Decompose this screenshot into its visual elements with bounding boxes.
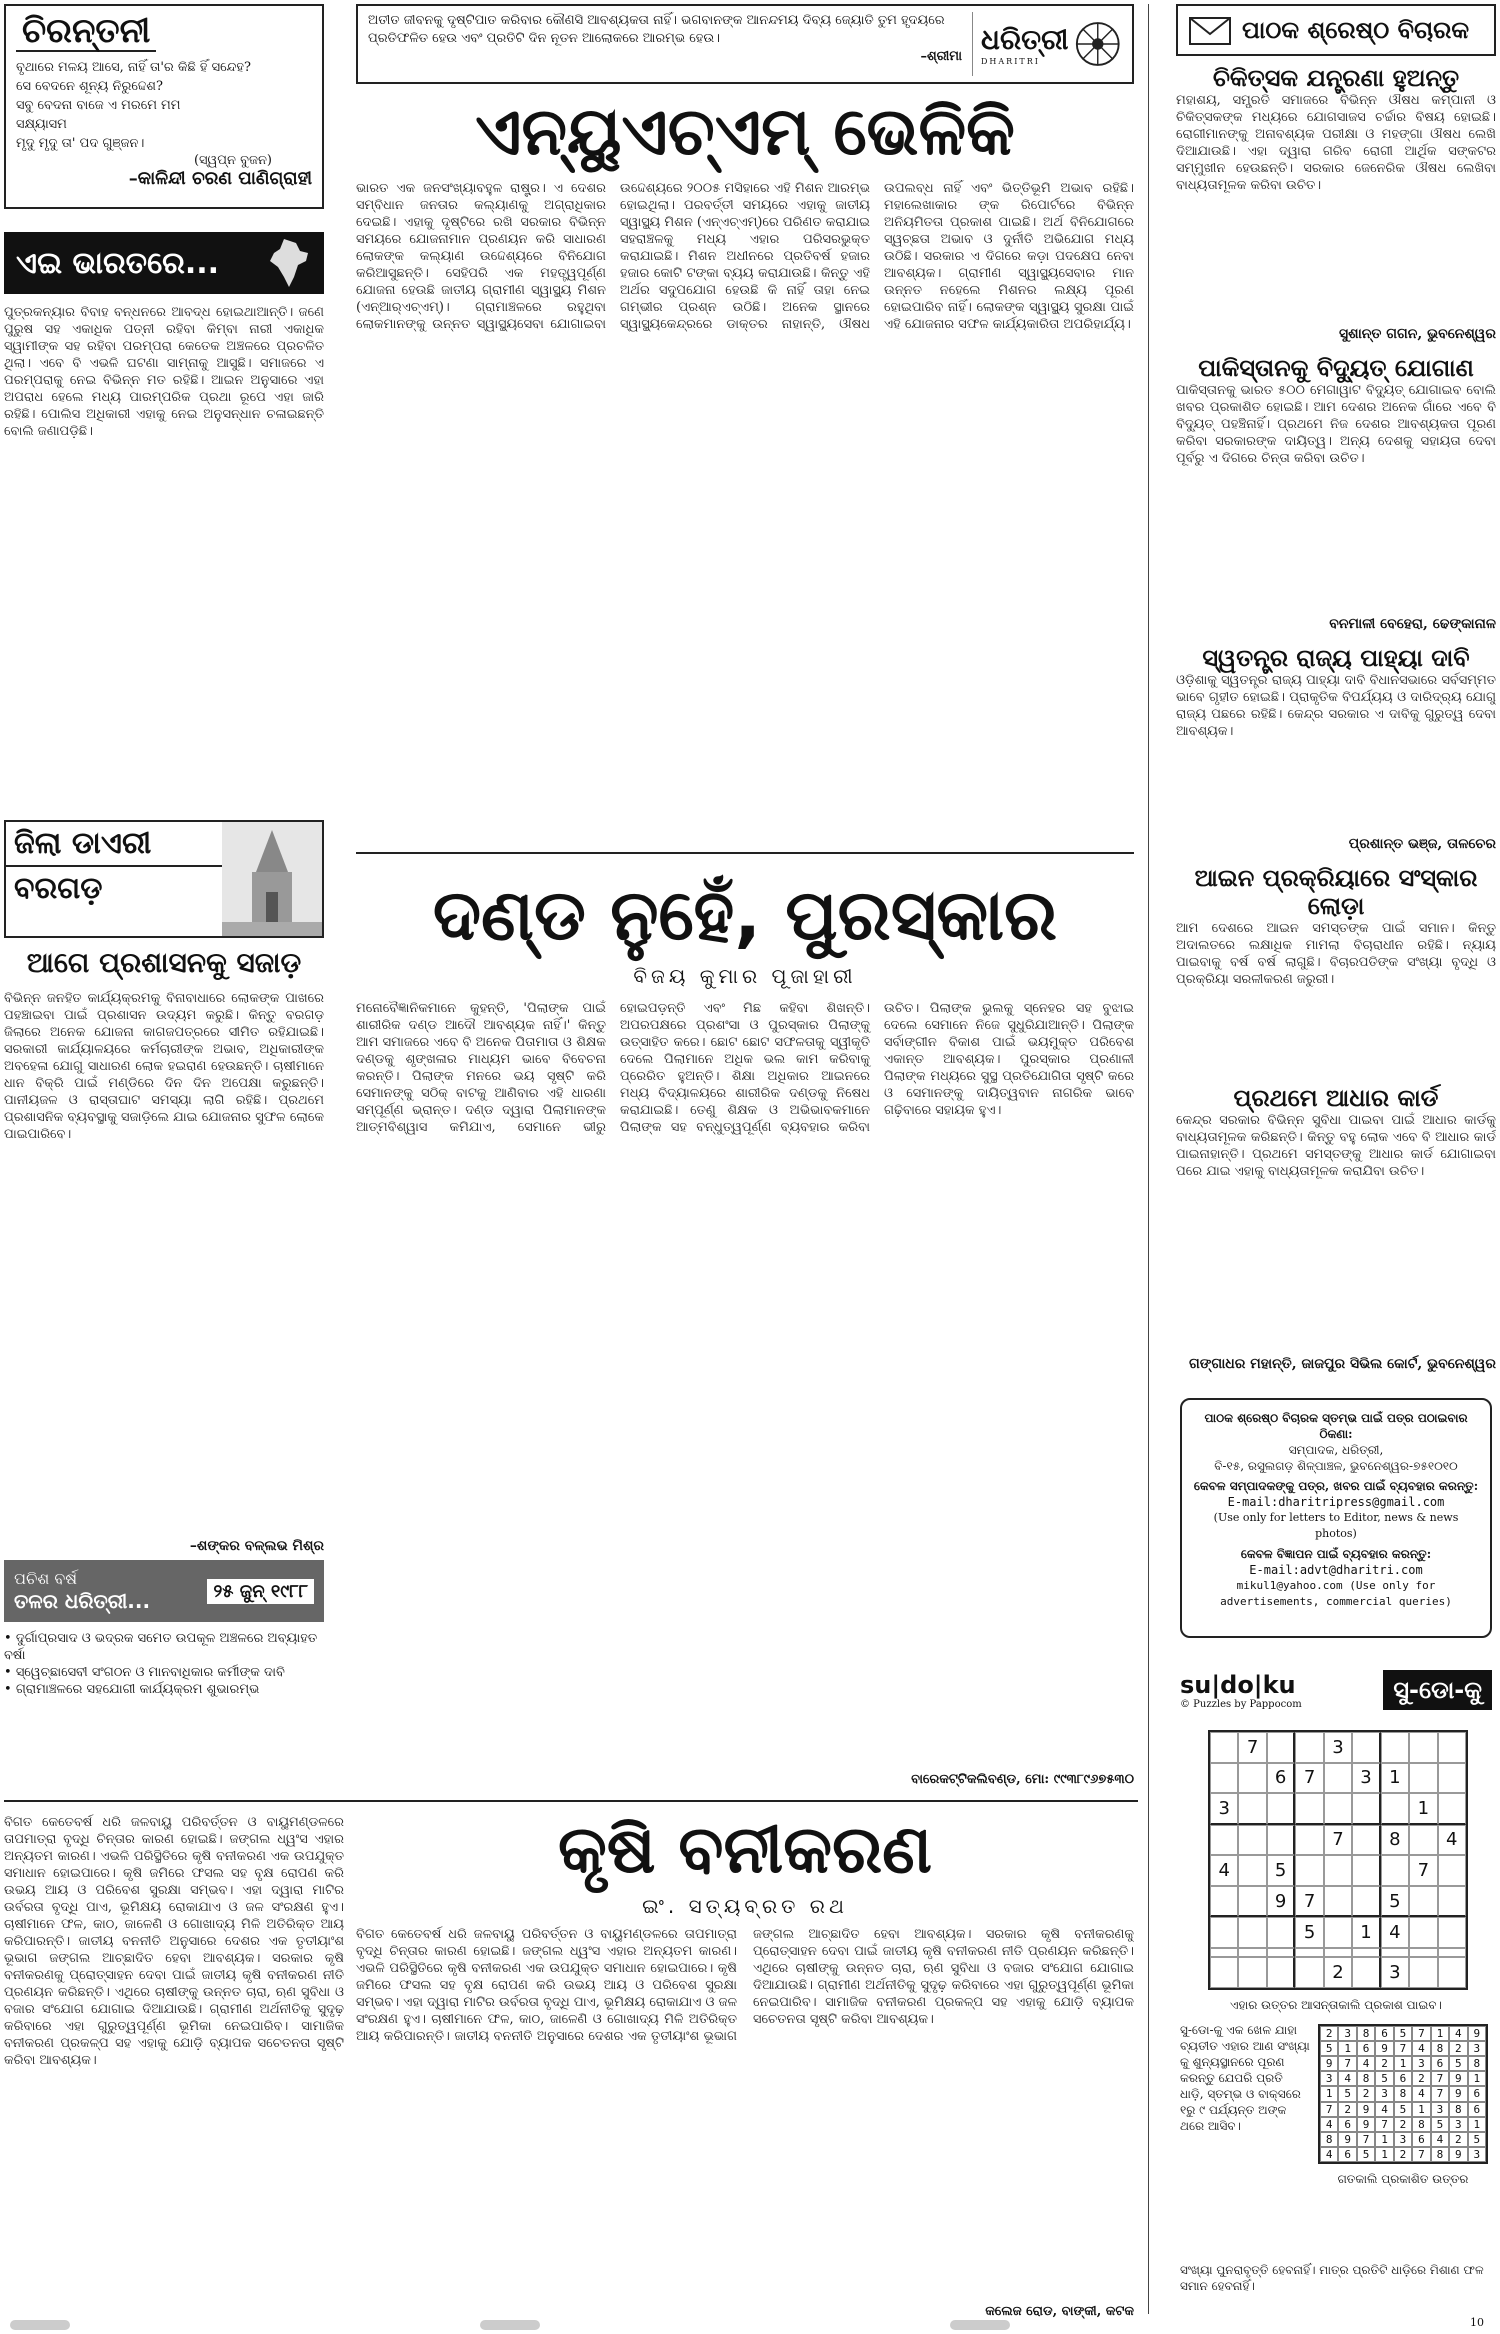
sudoku-answer-cell: 3 <box>1375 2086 1393 2101</box>
sudoku-answer-cell: 1 <box>1431 2026 1449 2041</box>
letters-header <box>1176 4 1496 56</box>
sudoku-cell <box>1238 1948 1266 1958</box>
sudoku-answer-cell: 5 <box>1338 2086 1356 2101</box>
sudoku-answer-cell: 5 <box>1375 2071 1393 2086</box>
sudoku-cell <box>1324 1886 1352 1918</box>
sudoku-cell <box>1210 1917 1238 1948</box>
sudoku-answer-cell: 3 <box>1412 2056 1430 2071</box>
sudoku-answer-cell: 9 <box>1357 2102 1375 2117</box>
sudoku-answer-cell: 4 <box>1320 2117 1338 2132</box>
sudoku-answer-cell: 9 <box>1449 2071 1467 2086</box>
sudoku-cell: 5 <box>1267 1855 1295 1886</box>
sudoku-cell: 3 <box>1324 1732 1352 1763</box>
contact-line: ସମ୍ପାଦକ, ଧରିତ୍ରୀ, <box>1288 1443 1384 1457</box>
sudoku-cell <box>1352 1793 1380 1825</box>
sudoku-answer-cell: 1 <box>1320 2086 1338 2101</box>
sudoku-answer-cell: 2 <box>1357 2086 1375 2101</box>
sudoku-answer-label: ଗତକାଲି ପ୍ରକାଶିତ ଉତ୍ତର <box>1337 2172 1469 2186</box>
letter-text: ଆମ ଦେଶରେ ଆଇନ ସମସ୍ତଙ୍କ ପାଇଁ ସମାନ। କିନ୍ତୁ ଅଦାଲତରେ ଲକ୍ଷାଧିକ ମାମଲା ବିଚାରାଧୀନ ରହିଛି। ନ୍ୟାୟ ପାଇବାକୁ ବର୍ଷ ବର୍ଷ ଲାଗୁଛି। ବିଚାରପତିଙ୍କ ସଂଖ୍ୟା ବୃଦ୍ଧି ଓ ପ୍ରକ୍ରିୟା ସରଳୀକରଣ ଜରୁରୀ। <box>1176 921 1496 987</box>
sudoku-cell <box>1352 1886 1380 1918</box>
wheel-icon <box>1074 19 1122 69</box>
sudoku-cell <box>1438 1855 1466 1886</box>
sudoku-cell: 6 <box>1267 1763 1295 1794</box>
sudoku-cell <box>1438 1917 1466 1948</box>
quote-box <box>356 4 1134 84</box>
sudoku-answer-cell: 1 <box>1468 2071 1486 2086</box>
sudoku-cell: 4 <box>1381 1917 1409 1948</box>
sudoku-answer-cell: 6 <box>1357 2041 1375 2056</box>
sudoku-answer-cell: 1 <box>1394 2056 1412 2071</box>
sudoku-answer-cell: 2 <box>1449 2132 1467 2147</box>
sudoku-answer-cell: 9 <box>1449 2147 1467 2162</box>
sudoku-cell: 1 <box>1409 1793 1437 1825</box>
years25-item: • ଗ୍ରାମାଞ୍ଚଳରେ ସହଯୋଗୀ କାର୍ଯ୍ୟକ୍ରମ ଶୁଭାରମ୍ଭ <box>4 1682 260 1697</box>
farm-headline: କୃଷି ବନୀକରଣ <box>557 1811 933 1888</box>
letter-text: ପାକିସ୍ତାନକୁ ଭାରତ ୫୦୦ ମେଗାୱାଟ ବିଦ୍ୟୁତ୍ ଯୋଗାଇବ ବୋଲି ଖବର ପ୍ରକାଶିତ ହୋଇଛି। ଆମ ଦେଶର ଅନେକ ଗାଁରେ ଏବେ ବି ବିଦ୍ୟୁତ୍ ପହଞ୍ଚିନାହିଁ। ପ୍ରଥମେ ନିଜ ଦେଶର ଆବଶ୍ୟକତା ପୂରଣ କରିବା ସରକାରଙ୍କ ଦାୟିତ୍ୱ। ଅନ୍ୟ ଦେଶକୁ ସହାୟତା ଦେବା ପୂର୍ବରୁ ଏ ଦିଗରେ ଚିନ୍ତା କରିବା ଉଚିତ। <box>1176 383 1496 466</box>
sudoku-answer-cell: 7 <box>1320 2102 1338 2117</box>
sudoku-cell <box>1238 1917 1266 1948</box>
sudoku-cell: 5 <box>1295 1917 1323 1948</box>
letters-section-title: ପାଠକ ଶ୍ରେଷ୍ଠ ବିଚାରକ <box>1242 16 1470 44</box>
sudoku-answer-cell: 7 <box>1338 2056 1356 2071</box>
poem-line: ସବୁ ବେଦନା ବାଜେ ଏ ମରମେ ମମ <box>16 98 181 113</box>
sudoku-cell <box>1381 1948 1409 1958</box>
poem-source: (ସ୍ୱପ୍ନ ବୁଜନ) <box>193 153 272 168</box>
sudoku-cell <box>1438 1732 1466 1763</box>
sudoku-answer-cell: 5 <box>1357 2147 1375 2162</box>
second-byline: ବିଜୟ କୁମାର ପୂଜାହାରୀ <box>633 964 857 988</box>
bharat-text: ପୁତ୍ରକନ୍ୟାର ବିବାହ ବନ୍ଧନରେ ଆବଦ୍ଧ ହୋଇଥାଆନ୍ତି। ଜଣେ ପୁରୁଷ ସହ ଏକାଧିକ ପତ୍ନୀ ରହିବା କିମ୍ବା ନାରୀ ଏକାଧିକ ସ୍ୱାମୀଙ୍କ ସହ ରହିବା ପରମ୍ପରା କେତେକ ଅଞ୍ଚଳରେ ପ୍ରଚଳିତ ଥିଲା। ଏବେ ବି ଏଭଳି ଘଟଣା ସାମ୍ନାକୁ ଆସୁଛି। ସମାଜରେ ଏ ପରମ୍ପରାକୁ ନେଇ ବିଭିନ୍ନ ମତ ରହିଛି। ଆଇନ ଅନୁସାରେ ଏହା ଅପରାଧ ହେଲେ ମଧ୍ୟ ପାରମ୍ପରିକ ପ୍ରଥା ରୂପେ ଏହା ଜାରି ରହିଛି। ପୋଲିସ ଅଧିକାରୀ ଏହାକୁ ନେଇ ଅନୁସନ୍ଧାନ ଚଳାଇଛନ୍ତି ବୋଲି ଜଣାପଡ଼ିଛି। <box>4 305 324 439</box>
sudoku-answer-cell: 8 <box>1412 2117 1430 2132</box>
sudoku-cell <box>1267 1948 1295 1958</box>
letter-item <box>1176 644 1496 864</box>
sudoku-cell <box>1409 1825 1437 1856</box>
letter-title: ପାକିସ୍ତାନକୁ ବିଦ୍ୟୁତ୍ ଯୋଗାଣ <box>1198 354 1474 382</box>
sudoku-cell <box>1409 1732 1437 1763</box>
poem-line: ସେ ବେଦନେ ଶୂନ୍ୟ ନିରୁଦ୍ଦେଶ? <box>16 79 163 94</box>
sudoku-answer-cell: 1 <box>1338 2041 1356 2056</box>
sudoku-cell: 7 <box>1409 1855 1437 1886</box>
sudoku-cell: 2 <box>1324 1957 1352 1988</box>
sudoku-answer-cell: 5 <box>1431 2117 1449 2132</box>
sudoku-answer-cell: 1 <box>1412 2102 1430 2117</box>
letter-author: ପ୍ରଶାନ୍ତ ଭଞ୍ଜ, ତାଳଚେର <box>1348 836 1496 852</box>
sudoku-cell <box>1409 1948 1437 1958</box>
poem-line: ସକ୍ଷ୍ୟାସମ <box>16 117 67 132</box>
years25-label: ପଚିଶ ବର୍ଷ <box>14 1569 78 1588</box>
main-article: ଭାରତ ଏକ ଜନସଂଖ୍ୟାବହୁଳ ରାଷ୍ଟ୍ର। ଏ ଦେଶର ସମ୍ବିଧାନ ଜନତାର କଲ୍ୟାଣକୁ ଅଗ୍ରାଧିକାର ଦେଇଛି। ଏହାକୁ ଦୃଷ୍ଟିରେ ରଖି ସରକାର ବିଭିନ୍ନ ସମୟରେ ଯୋଜନାମାନ ପ୍ରଣୟନ କରି ସାଧାରଣ ଲୋକଙ୍କ କଲ୍ୟାଣ ଉଦ୍ଦେଶ୍ୟରେ ବିନିଯୋଗ କରିଆସୁଛନ୍ତି। ସେହିପରି ଏକ ମହତ୍ତ୍ୱପୂର୍ଣ୍ଣ ଯୋଜନା ହେଉଛି ଜାତୀୟ ଗ୍ରାମୀଣ ସ୍ୱାସ୍ଥ୍ୟ ମିଶନ (ଏନ୍‌ଆର୍‌ଏଚ୍‌ଏମ୍)। ଗ୍ରାମାଞ୍ଚଳରେ ରହୁଥିବା ଲୋକମାନଙ୍କୁ ଉନ୍ନତ ସ୍ୱାସ୍ଥ୍ୟସେବା ଯୋଗାଇବା ଉଦ୍ଦେଶ୍ୟରେ ୨୦୦୫ ମସିହାରେ ଏହି ମିଶନ ଆରମ୍ଭ ହୋଇଥିଲା। ପରବର୍ତ୍ତୀ ସମୟରେ ଏହାକୁ ଜାତୀୟ ସ୍ୱାସ୍ଥ୍ୟ ମିଶନ (ଏନ୍‌ଏଚ୍‌ଏମ୍)ରେ ପରିଣତ କରାଯାଇ ସହରାଞ୍ଚଳକୁ ମଧ୍ୟ ଏହାର ପରିସରଭୁକ୍ତ କରାଯାଇଛି। ମିଶନ ଅଧୀନରେ ପ୍ରତିବର୍ଷ ହଜାର ହଜାର କୋଟି ଟଙ୍କା ବ୍ୟୟ କରାଯାଉଛି। କିନ୍ତୁ ଏହି ଅର୍ଥର ସଦୁପଯୋଗ ହେଉଛି କି ନାହିଁ ତାହା ନେଇ ଗମ୍ଭୀର ପ୍ରଶ୍ନ ଉଠିଛି। ଅନେକ ସ୍ଥାନରେ ସ୍ୱାସ୍ଥ୍ୟକେନ୍ଦ୍ରରେ ଡାକ୍ତର ନାହାନ୍ତି, ଔଷଧ ଉପଲବ୍ଧ ନାହିଁ ଏବଂ ଭିତ୍ତିଭୂମି ଅଭାବ ରହିଛି। ମହାଲେଖାକାର ଙ୍କ ରିପୋର୍ଟରେ ବିଭିନ୍ନ ଅନିୟମିତତା ପ୍ରକାଶ ପାଇଛି। ଅର୍ଥ ବିନିଯୋଗରେ ସ୍ୱଚ୍ଛତା ଅଭାବ ଓ ଦୁର୍ନୀତି ଅଭିଯୋଗ ମଧ୍ୟ ଉଠିଛି। ସରକାର ଏ ଦିଗରେ କଡ଼ା ପଦକ୍ଷେପ ନେବା ଆବଶ୍ୟକ। ଗ୍ରାମୀଣ ସ୍ୱାସ୍ଥ୍ୟସେବାର ମାନ ଉନ୍ନତ ନହେଲେ ମିଶନର ଲକ୍ଷ୍ୟ ପୂରଣ ହୋଇପାରିବ ନାହିଁ। ଲୋକଙ୍କ ସ୍ୱାସ୍ଥ୍ୟ ସୁରକ୍ଷା ପାଇଁ ଏହି ଯୋଜନାର ସଫଳ କାର୍ଯ୍ୟକାରିତା ଅପରିହାର୍ଯ୍ୟ। <box>356 181 1134 332</box>
farm-text-left: ବିଗତ କେତେବର୍ଷ ଧରି ଜଳବାୟୁ ପରିବର୍ତ୍ତନ ଓ ବାୟୁମଣ୍ଡଳରେ ତାପମାତ୍ରା ବୃଦ୍ଧି ଚିନ୍ତାର କାରଣ ହୋଇଛି। ଜଙ୍ଗଲ ଧ୍ୱଂସ ଏହାର ଅନ୍ୟତମ କାରଣ। ଏଭଳି ପରିସ୍ଥିତିରେ କୃଷି ବନୀକରଣ ଏକ ଉପଯୁକ୍ତ ସମାଧାନ ହୋଇପାରେ। କୃଷି ଜମିରେ ଫସଲ ସହ ବୃକ୍ଷ ରୋପଣ କରି ଉଭୟ ଆୟ ଓ ପରିବେଶ ସୁରକ୍ଷା ସମ୍ଭବ। ଏହା ଦ୍ୱାରା ମାଟିର ଉର୍ବରତା ବୃଦ୍ଧି ପାଏ, ଭୂମିକ୍ଷୟ ରୋକାଯାଏ ଓ ଜଳ ସଂରକ୍ଷଣ ହୁଏ। ଚାଷୀମାନେ ଫଳ, କାଠ, ଜାଳେଣି ଓ ଗୋଖାଦ୍ୟ ମିଳି ଅତିରିକ୍ତ ଆୟ କରିପାରନ୍ତି। ଜାତୀୟ ବନନୀତି ଅନୁସାରେ ଦେଶର ଏକ ତୃତୀୟାଂଶ ଭୂଭାଗ ଜଙ୍ଗଲ ଆଚ୍ଛାଦିତ ହେବା ଆବଶ୍ୟକ। ସରକାର କୃଷି ବନୀକରଣକୁ ପ୍ରୋତ୍ସାହନ ଦେବା ପାଇଁ ଜାତୀୟ କୃଷି ବନୀକରଣ ନୀତି ପ୍ରଣୟନ କରିଛନ୍ତି। ଏଥିରେ ଚାଷୀଙ୍କୁ ଉନ୍ନତ ଚାରା, ଋଣ ସୁବିଧା ଓ ବଜାର ସଂଯୋଗ ଯୋଗାଇ ଦିଆଯାଉଛି। ଗ୍ରାମୀଣ ଅର୍ଥନୀତିକୁ ସୁଦୃଢ଼ କରିବାରେ ଏହା ଗୁରୁତ୍ୱପୂର୍ଣ୍ଣ ଭୂମିକା ନେଇପାରିବ। ସାମାଜିକ ବନୀକରଣ ପ୍ରକଳ୍ପ ସହ ଏହାକୁ ଯୋଡ଼ି ବ୍ୟାପକ ସଚେତନତା ସୃଷ୍ଟି କରିବା ଆବଶ୍ୟକ। <box>4 1815 344 2068</box>
sudoku-answer-cell: 6 <box>1412 2132 1430 2147</box>
sudoku-answer-cell: 2 <box>1449 2041 1467 2056</box>
poem-box <box>4 4 324 209</box>
contact-email-label: କେବଳ ସମ୍ପାଦକଙ୍କୁ ପତ୍ର, ଖବର ପାଇଁ ବ୍ୟବହାର କରନ୍ତୁ: <box>1193 1479 1479 1493</box>
sudoku-cell <box>1352 1825 1380 1856</box>
sudoku-cell <box>1210 1957 1238 1988</box>
letter-author: ସୁଶାନ୍ତ ଗଗନ, ଭୁବନେଶ୍ୱର <box>1339 326 1496 342</box>
poem-lines <box>16 58 312 153</box>
sudoku-cell <box>1324 1917 1352 1948</box>
sudoku-cell <box>1295 1855 1323 1886</box>
letter-text: କେନ୍ଦ୍ର ସରକାର ବିଭିନ୍ନ ସୁବିଧା ପାଇବା ପାଇଁ ଆଧାର କାର୍ଡକୁ ବାଧ୍ୟତାମୂଳକ କରିଛନ୍ତି। କିନ୍ତୁ ବହୁ ଲୋକ ଏବେ ବି ଆଧାର କାର୍ଡ ପାଇନାହାନ୍ତି। ପ୍ରଥମେ ସମସ୍ତଙ୍କୁ ଆଧାର କାର୍ଡ ଯୋଗାଇବା ପରେ ଯାଇ ଏହାକୁ ବାଧ୍ୟତାମୂଳକ କରାଯିବା ଉଚିତ। <box>1176 1113 1496 1179</box>
sudoku-answer-cell: 7 <box>1394 2041 1412 2056</box>
sudoku-answer-cell: 9 <box>1338 2132 1356 2147</box>
letter-text: ଓଡ଼ିଶାକୁ ସ୍ୱତନ୍ତ୍ର ରାଜ୍ୟ ପାହ୍ୟା ଦାବି ବିଧାନସଭାରେ ସର୍ବସମ୍ମତ ଭାବେ ଗୃହୀତ ହୋଇଛି। ପ୍ରାକୃତିକ ବିପର୍ଯ୍ୟୟ ଓ ଦାରିଦ୍ର୍ୟ ଯୋଗୁ ରାଜ୍ୟ ପଛରେ ରହିଛି। କେନ୍ଦ୍ର ସରକାର ଏ ଦାବିକୁ ଗୁରୁତ୍ୱ ଦେବା ଆବଶ୍ୟକ। <box>1176 673 1496 739</box>
page-number: 10 <box>1470 2316 1484 2329</box>
masthead-name: ଧରିତ୍ରୀ <box>981 22 1069 56</box>
sudoku-credit: © Puzzles by Pappocom <box>1180 1698 1302 1710</box>
sudoku-answer-cell: 6 <box>1375 2026 1393 2041</box>
sudoku-answer-cell: 6 <box>1338 2117 1356 2132</box>
sudoku-answer-cell: 8 <box>1357 2026 1375 2041</box>
sudoku-cell <box>1352 1957 1380 1988</box>
farm-text-right: ବିଗତ କେତେବର୍ଷ ଧରି ଜଳବାୟୁ ପରିବର୍ତ୍ତନ ଓ ବାୟୁମଣ୍ଡଳରେ ତାପମାତ୍ରା ବୃଦ୍ଧି ଚିନ୍ତାର କାରଣ ହୋଇଛି। ଜଙ୍ଗଲ ଧ୍ୱଂସ ଏହାର ଅନ୍ୟତମ କାରଣ। ଏଭଳି ପରିସ୍ଥିତିରେ କୃଷି ବନୀକରଣ ଏକ ଉପଯୁକ୍ତ ସମାଧାନ ହୋଇପାରେ। କୃଷି ଜମିରେ ଫସଲ ସହ ବୃକ୍ଷ ରୋପଣ କରି ଉଭୟ ଆୟ ଓ ପରିବେଶ ସୁରକ୍ଷା ସମ୍ଭବ। ଏହା ଦ୍ୱାରା ମାଟିର ଉର୍ବରତା ବୃଦ୍ଧି ପାଏ, ଭୂମିକ୍ଷୟ ରୋକାଯାଏ ଓ ଜଳ ସଂରକ୍ଷଣ ହୁଏ। ଚାଷୀମାନେ ଫଳ, କାଠ, ଜାଳେଣି ଓ ଗୋଖାଦ୍ୟ ମିଳି ଅତିରିକ୍ତ ଆୟ କରିପାରନ୍ତି। ଜାତୀୟ ବନନୀତି ଅନୁସାରେ ଦେଶର ଏକ ତୃତୀୟାଂଶ ଭୂଭାଗ ଜଙ୍ଗଲ ଆଚ୍ଛାଦିତ ହେବା ଆବଶ୍ୟକ। ସରକାର କୃଷି ବନୀକରଣକୁ ପ୍ରୋତ୍ସାହନ ଦେବା ପାଇଁ ଜାତୀୟ କୃଷି ବନୀକରଣ ନୀତି ପ୍ରଣୟନ କରିଛନ୍ତି। ଏଥିରେ ଚାଷୀଙ୍କୁ ଉନ୍ନତ ଚାରା, ଋଣ ସୁବିଧା ଓ ବଜାର ସଂଯୋଗ ଯୋଗାଇ ଦିଆଯାଉଛି। ଗ୍ରାମୀଣ ଅର୍ଥନୀତିକୁ ସୁଦୃଢ଼ କରିବାରେ ଏହା ଗୁରୁତ୍ୱପୂର୍ଣ୍ଣ ଭୂମିକା ନେଇପାରିବ। ସାମାଜିକ ବନୀକରଣ ପ୍ରକଳ୍ପ ସହ ଏହାକୁ ଯୋଡ଼ି ବ୍ୟାପକ ସଚେତନତା ସୃଷ୍ଟି କରିବା ଆବଶ୍ୟକ। <box>356 1927 1134 2044</box>
sudoku-answer-cell: 1 <box>1375 2132 1393 2147</box>
sudoku-note: ଏହାର ଉତ୍ତର ଆସନ୍ତାକାଲି ପ୍ରକାଶ ପାଇବ। <box>1230 1998 1442 2012</box>
sudoku-cell <box>1381 1732 1409 1763</box>
sudoku-answer-cell: 6 <box>1468 2086 1486 2101</box>
sudoku-answer-cell: 3 <box>1394 2132 1412 2147</box>
sudoku-answer-cell: 1 <box>1468 2117 1486 2132</box>
years25-label2: ତଳର ଧରିତ୍ରୀ... <box>14 1589 151 1613</box>
letter-author: ବନମାଳୀ ବେହେରା, ଢେଙ୍କାନାଳ <box>1329 616 1496 632</box>
india-map-icon <box>266 237 312 289</box>
sudoku-cell <box>1381 1855 1409 1886</box>
sudoku-cell <box>1324 1793 1352 1825</box>
sudoku-answer-cell: 8 <box>1357 2071 1375 2086</box>
letter-author: ଗଙ୍ଗାଧର ମହାନ୍ତି, ଜାଜପୁର ସିଭିଲ କୋର୍ଟ, ଭୁବନେଶ୍ୱର <box>1189 1356 1496 1372</box>
sudoku-odia-title: ସୁ-ଡୋ-କୁ <box>1383 1670 1492 1710</box>
district-name: ବରଗଡ଼ <box>14 871 103 906</box>
sudoku-answer-cell: 7 <box>1431 2071 1449 2086</box>
sudoku-cell <box>1324 1948 1352 1958</box>
sudoku-answer-cell: 3 <box>1449 2117 1467 2132</box>
sudoku-answer-cell: 5 <box>1320 2041 1338 2056</box>
sudoku-answer-cell: 9 <box>1468 2026 1486 2041</box>
sudoku-answer-cell: 8 <box>1431 2147 1449 2162</box>
sudoku-answer-cell: 5 <box>1468 2132 1486 2147</box>
sudoku-cell <box>1438 1793 1466 1825</box>
footer-bar <box>480 2320 540 2330</box>
letters-column <box>1176 64 1496 1384</box>
sudoku-answer-cell: 9 <box>1357 2117 1375 2132</box>
sudoku-answer-cell: 2 <box>1338 2102 1356 2117</box>
poem-author: –କାଳିନ୍ଦୀ ଚରଣ ପାଣିଗ୍ରାହୀ <box>128 168 312 189</box>
sudoku-answer-cell: 2 <box>1394 2147 1412 2162</box>
district-header <box>4 820 324 938</box>
sudoku-cell: 4 <box>1438 1825 1466 1856</box>
sudoku-cell <box>1324 1855 1352 1886</box>
sudoku-cell <box>1409 1917 1437 1948</box>
bharat-header <box>4 232 324 294</box>
contact-box <box>1180 1398 1492 1638</box>
sudoku-cell: 3 <box>1210 1793 1238 1825</box>
sudoku-answer-cell: 6 <box>1431 2056 1449 2071</box>
sudoku-cell <box>1238 1886 1266 1918</box>
sudoku-cell <box>1238 1825 1266 1856</box>
contact-ad-email2[interactable]: mikul1@yahoo.com (Use only for advertisements, commercial queries) <box>1220 1579 1452 1608</box>
sudoku-answer-cell: 3 <box>1468 2041 1486 2056</box>
sudoku-cell <box>1409 1886 1437 1918</box>
sudoku-cell <box>1267 1917 1295 1948</box>
district-headline: ଆଗେ ପ୍ରଶାସନକୁ ସଜାଡ଼ <box>26 946 302 979</box>
sudoku-answer-cell: 6 <box>1394 2071 1412 2086</box>
sudoku-answer-cell: 8 <box>1468 2056 1486 2071</box>
sudoku-answer-cell: 9 <box>1449 2086 1467 2101</box>
poem-title: ଚିରନ୍ତନୀ <box>16 12 156 52</box>
sudoku-cell <box>1438 1957 1466 1988</box>
sudoku-answer-cell: 4 <box>1375 2102 1393 2117</box>
sudoku-answer-cell: 2 <box>1394 2117 1412 2132</box>
sudoku-cell <box>1267 1793 1295 1825</box>
masthead <box>972 12 1122 76</box>
letter-item <box>1176 354 1496 644</box>
sudoku-cell: 3 <box>1352 1763 1380 1794</box>
sudoku-cell: 7 <box>1295 1886 1323 1918</box>
sudoku-cell <box>1238 1855 1266 1886</box>
letter-title: ଚିକିତ୍ସକ ଯନ୍ତ୍ରଣା ହୁଅନ୍ତୁ <box>1212 64 1460 92</box>
sudoku-cell <box>1295 1957 1323 1988</box>
sudoku-cell <box>1210 1886 1238 1918</box>
sudoku-answer-cell: 7 <box>1412 2026 1430 2041</box>
second-article: ମନୋବୈଜ୍ଞାନିକମାନେ କୁହନ୍ତି, 'ପିଲାଙ୍କ ପାଇଁ ଶାରୀରିକ ଦଣ୍ଡ ଆଦୌ ଆବଶ୍ୟକ ନାହିଁ।' କିନ୍ତୁ ଆମ ସମାଜରେ ଏବେ ବି ଅନେକ ପିତାମାତା ଓ ଶିକ୍ଷକ ଦଣ୍ଡକୁ ଶୃଙ୍ଖଳାର ମାଧ୍ୟମ ଭାବେ ବିବେଚନା କରନ୍ତି। ପିଲାଙ୍କ ମନରେ ଭୟ ସୃଷ୍ଟି କରି ସେମାନଙ୍କୁ ସଠିକ୍ ବାଟକୁ ଆଣିବାର ଏହି ଧାରଣା ସମ୍ପୂର୍ଣ୍ଣ ଭ୍ରାନ୍ତ। ଦଣ୍ଡ ଦ୍ୱାରା ପିଲାମାନଙ୍କ ଆତ୍ମବିଶ୍ୱାସ କମିଯାଏ, ସେମାନେ ଭୀରୁ ହୋଇପଡ଼ନ୍ତି ଏବଂ ମିଛ କହିବା ଶିଖନ୍ତି। ଅପରପକ୍ଷରେ ପ୍ରଶଂସା ଓ ପୁରସ୍କାର ପିଲାଙ୍କୁ ଉତ୍ସାହିତ କରେ। ଛୋଟ ଛୋଟ ସଫଳତାକୁ ସ୍ୱୀକୃତି ଦେଲେ ପିଲାମାନେ ଅଧିକ ଭଲ କାମ କରିବାକୁ ପ୍ରେରିତ ହୁଅନ୍ତି। ଶିକ୍ଷା ଅଧିକାର ଆଇନରେ ମଧ୍ୟ ବିଦ୍ୟାଳୟରେ ଶାରୀରିକ ଦଣ୍ଡକୁ ନିଷେଧ କରାଯାଇଛି। ତେଣୁ ଶିକ୍ଷକ ଓ ଅଭିଭାବକମାନେ ପିଲାଙ୍କ ସହ ବନ୍ଧୁତ୍ୱପୂର୍ଣ୍ଣ ବ୍ୟବହାର କରିବା ଉଚିତ। ପିଲାଙ୍କ ଭୁଲକୁ ସ୍ନେହର ସହ ବୁଝାଇ ଦେଲେ ସେମାନେ ନିଜେ ସୁଧୁରିଯାଆନ୍ତି। ପିଲାଙ୍କ ସର୍ବାଙ୍ଗୀନ ବିକାଶ ପାଇଁ ଭୟମୁକ୍ତ ପରିବେଶ ଏକାନ୍ତ ଆବଶ୍ୟକ। ପୁରସ୍କାର ପ୍ରଣାଳୀ ପିଲାଙ୍କ ମଧ୍ୟରେ ସୁସ୍ଥ ପ୍ରତିଯୋଗିତା ସୃଷ୍ଟି କରେ ଓ ସେମାନଙ୍କୁ ଦାୟିତ୍ୱବାନ ନାଗରିକ ଭାବେ ଗଢ଼ିବାରେ ସହାୟକ ହୁଏ। <box>356 1001 1134 1135</box>
sudoku-cell: 3 <box>1381 1957 1409 1988</box>
sudoku-cell: 7 <box>1238 1732 1266 1763</box>
letter-title: ପ୍ରଥମେ ଆଧାର କାର୍ଡ <box>1233 1084 1439 1112</box>
contact-email[interactable]: E-mail:dharitripress@gmail.com <box>1227 1495 1445 1509</box>
sudoku-answer-cell: 7 <box>1375 2117 1393 2132</box>
sudoku-answer-cell: 4 <box>1357 2056 1375 2071</box>
bharat-title: ଏଇ ଭାରତରେ... <box>16 245 220 281</box>
sudoku-cell <box>1210 1948 1238 1958</box>
sudoku-header <box>1180 1660 1492 1720</box>
quote-text: ଅତୀତ ଜୀବନକୁ ଦୃଷ୍ଟିପାତ କରିବାର କୌଣସି ଆବଶ୍ୟକତା ନାହିଁ। ଭଗବାନଙ୍କ ଆନନ୍ଦମୟ ଦିବ୍ୟ ଜ୍ୟୋତି ତୁମ ହୃଦୟରେ ପ୍ରତିଫଳିତ ହେଉ ଏବଂ ପ୍ରତିଟି ଦିନ ନୂତନ ଆଲୋକରେ ଆରମ୍ଭ ହେଉ। <box>368 13 945 46</box>
sudoku-cell <box>1267 1732 1295 1763</box>
sudoku-cell <box>1381 1793 1409 1825</box>
letter-title: ସ୍ୱତନ୍ତ୍ର ରାଜ୍ୟ ପାହ୍ୟା ଦାବି <box>1202 644 1470 672</box>
sudoku-answer-cell: 8 <box>1320 2132 1338 2147</box>
sudoku-cell: 1 <box>1381 1763 1409 1794</box>
sudoku-cell <box>1238 1957 1266 1988</box>
sudoku-answer-cell: 3 <box>1431 2102 1449 2117</box>
sudoku-answer-cell: 8 <box>1449 2102 1467 2117</box>
sudoku-answer-cell: 5 <box>1394 2026 1412 2041</box>
sudoku-answer-cell: 4 <box>1412 2086 1430 2101</box>
sudoku-grid <box>1208 1730 1468 1990</box>
contact-ad-label: କେବଳ ବିଜ୍ଞାପନ ପାଇଁ ବ୍ୟବହାର କରନ୍ତୁ: <box>1240 1547 1432 1561</box>
letter-text: ମହାଶୟ, ସମ୍ପ୍ରତି ସମାଜରେ ବିଭିନ୍ନ ଔଷଧ କମ୍ପାନୀ ଓ ଚିକିତ୍ସକଙ୍କ ମଧ୍ୟରେ ଯୋଗସାଜସ ଚର୍ଚ୍ଚାର ବିଷୟ ହୋଇଛି। ରୋଗୀମାନଙ୍କୁ ଅନାବଶ୍ୟକ ପରୀକ୍ଷା ଓ ମହଙ୍ଗା ଔଷଧ ଲେଖି ଦିଆଯାଉଛି। ଏହା ଦ୍ୱାରା ଗରିବ ରୋଗୀ ଆର୍ଥିକ ସଙ୍କଟର ସମ୍ମୁଖୀନ ହେଉଛନ୍ତି। ସରକାର ଜେନେରିକ ଔଷଧ ଲେଖିବା ବାଧ୍ୟତାମୂଳକ କରିବା ଉଚିତ। <box>1176 93 1496 193</box>
temple-icon <box>222 822 322 936</box>
sudoku-answer-cell: 2 <box>1375 2056 1393 2071</box>
sudoku-cell: 7 <box>1295 1763 1323 1794</box>
sudoku-answer-cell: 7 <box>1357 2132 1375 2147</box>
sudoku-answer-cell: 4 <box>1412 2041 1430 2056</box>
contact-email-note: (Use only for letters to Editor, news & news photos) <box>1213 1511 1459 1540</box>
sudoku-cell <box>1438 1763 1466 1794</box>
district-author: –ଶଙ୍କର ବଳ୍ଲଭ ମିଶ୍ର <box>189 1538 324 1554</box>
sudoku-cell: 7 <box>1324 1825 1352 1856</box>
district-label: ଜିଲା ଡାଏରୀ <box>6 822 222 867</box>
sudoku-answer-cell: 5 <box>1449 2056 1467 2071</box>
farm-address: କଲେଜ ରୋଡ, ବାଙ୍କୀ, କଟକ <box>985 2304 1134 2319</box>
poem-line: ବୃଥାରେ ମଳୟ ଆସେ, ନାହିଁ ତା'ର କିଛି ହିଁ ସନ୍ଦେହ? <box>16 60 251 75</box>
second-address: ବାରେକଟ୍ଟିକଲିବଣ୍ଡ, ମୋ: ୯୯୩୮୯୬୭୫୩୦ <box>911 1772 1134 1787</box>
sudoku-answer-cell: 1 <box>1375 2147 1393 2162</box>
sudoku-cell <box>1295 1793 1323 1825</box>
sudoku-cell <box>1210 1825 1238 1856</box>
sudoku-cell: 9 <box>1267 1886 1295 1918</box>
sudoku-cell <box>1352 1732 1380 1763</box>
sudoku-answer-cell: 6 <box>1468 2102 1486 2117</box>
sudoku-cell <box>1295 1732 1323 1763</box>
sudoku-answer-cell: 3 <box>1320 2071 1338 2086</box>
years25-list <box>4 1630 324 1698</box>
years25-box <box>4 1560 324 1622</box>
sudoku-answer-cell: 6 <box>1338 2147 1356 2162</box>
sudoku-cell <box>1295 1825 1323 1856</box>
sudoku-answer-cell: 2 <box>1320 2026 1338 2041</box>
sudoku-answer-cell: 8 <box>1431 2041 1449 2056</box>
years25-item: • ଦୁର୍ଗାପ୍ରସାଦ ଓ ଭଦ୍ରକ ସମେତ ଉପକୂଳ ଅଞ୍ଚଳରେ ଅବ୍ୟାହତ ବର୍ଷା <box>4 1631 318 1663</box>
sudoku-cell <box>1409 1957 1437 1988</box>
poem-line: ମୃଦୁ ମୃଦୁ ତା' ପଦ ଗୁଞ୍ଜନ। <box>16 136 145 151</box>
sudoku-answer-cell: 4 <box>1338 2071 1356 2086</box>
footer-bar <box>950 2320 1010 2330</box>
second-headline: ଦଣ୍ଡ ନୁହେଁ, ପୁରସ୍କାର <box>432 874 1058 956</box>
sudoku-cell <box>1438 1948 1466 1958</box>
sudoku-cell <box>1352 1855 1380 1886</box>
sudoku-cell <box>1267 1825 1295 1856</box>
masthead-sub: DHARITRI <box>981 56 1040 66</box>
sudoku-answer-cell: 4 <box>1449 2026 1467 2041</box>
sudoku-cell: 1 <box>1352 1917 1380 1948</box>
sudoku-answer-cell: 4 <box>1320 2147 1338 2162</box>
sudoku-cell <box>1295 1948 1323 1958</box>
footer-bar <box>10 2320 70 2330</box>
district-text: ବିଭିନ୍ନ ଜନହିତ କାର୍ଯ୍ୟକ୍ରମକୁ ବିନାବାଧାରେ ଲୋକଙ୍କ ପାଖରେ ପହଞ୍ଚାଇବା ପାଇଁ ପ୍ରଶାସନ ଉଦ୍ୟମ କରୁଛି। କିନ୍ତୁ ବରଗଡ଼ ଜିଲାରେ ଅନେକ ଯୋଜନା କାଗଜପତ୍ରରେ ସୀମିତ ରହିଯାଇଛି। ସରକାରୀ କାର୍ଯ୍ୟାଳୟରେ କର୍ମଚାରୀଙ୍କ ଅଭାବ, ଅଧିକାରୀଙ୍କ ଅବହେଳା ଯୋଗୁ ସାଧାରଣ ଲୋକ ହଇରାଣ ହେଉଛନ୍ତି। ଚାଷୀମାନେ ଧାନ ବିକ୍ରି ପାଇଁ ମଣ୍ଡିରେ ଦିନ ଦିନ ଅପେକ୍ଷା କରୁଛନ୍ତି। ପାନୀୟଜଳ ଓ ରାସ୍ତାଘାଟ ସମସ୍ୟା ଲାଗି ରହିଛି। ପ୍ରଥମେ ପ୍ରଶାସନିକ ବ୍ୟବସ୍ଥାକୁ ସଜାଡ଼ିଲେ ଯାଇ ଯୋଜନାର ସୁଫଳ ଲୋକେ ପାଇପାରିବେ। <box>4 991 324 1142</box>
sudoku-cell <box>1438 1886 1466 1918</box>
sudoku-cell <box>1267 1957 1295 1988</box>
contact-ad-email[interactable]: E-mail:advt@dharitri.com <box>1249 1563 1423 1577</box>
sudoku-cell <box>1210 1763 1238 1794</box>
sudoku-answer-cell: 7 <box>1431 2086 1449 2101</box>
sudoku-answer-cell: 2 <box>1412 2071 1430 2086</box>
letter-item <box>1176 64 1496 354</box>
sudoku-answer-cell: 8 <box>1394 2086 1412 2101</box>
letter-item <box>1176 864 1496 1084</box>
sudoku-answer-grid <box>1318 2024 1488 2164</box>
sudoku-rules: ସୁ-ଡୋ-କୁ ଏକ ଖେଳ ଯାହା ବ୍ୟତୀତ ଏହାର ଆଣ ସଂଖ୍ୟା କୁ ଶୁନ୍ୟସ୍ଥାନରେ ପୂରଣ କରନ୍ତୁ ଯେପରି ପ୍ରତି ଧାଡ଼ି, ସ୍ତମ୍ଭ ଓ ବାକ୍ସରେ ୧ରୁ ୯ ପର୍ଯ୍ୟନ୍ତ ଅଙ୍କ ଥରେ ଆସିବ। <box>1180 2023 1310 2133</box>
sudoku-cell: 8 <box>1381 1825 1409 1856</box>
contact-line: ବି-୧୫, ରସୁଲଗଡ଼ ଶିଳ୍ପାଞ୍ଚଳ, ଭୁବନେଶ୍ୱର-୭୫୧୦୧୦ <box>1214 1459 1458 1473</box>
sudoku-answer-cell: 9 <box>1320 2056 1338 2071</box>
sudoku-cell <box>1352 1948 1380 1958</box>
sudoku-cell <box>1210 1732 1238 1763</box>
sudoku-cell: 4 <box>1210 1855 1238 1886</box>
sudoku-answer-cell: 3 <box>1468 2147 1486 2162</box>
sudoku-cell <box>1238 1793 1266 1825</box>
letter-item <box>1176 1084 1496 1384</box>
farm-byline: ଇଂ. ସତ୍ୟବ୍ରତ ରଥ <box>642 1894 848 1918</box>
years25-date: ୨୫ ଜୁନ୍ ୧୯୮୮ <box>207 1579 314 1604</box>
sudoku-answer-cell: 7 <box>1412 2147 1430 2162</box>
sudoku-answer-cell: 3 <box>1338 2026 1356 2041</box>
sudoku-footer: ସଂଖ୍ୟା ପୁନରାବୃତ୍ତି ହେବନାହିଁ। ମାତ୍ର ପ୍ରତିଟି ଧାଡ଼ିରେ ମିଶାଣ ଫଳ ସମାନ ହେବନାହିଁ। <box>1180 2263 1484 2293</box>
sudoku-logo: su|do|ku <box>1180 1670 1296 1699</box>
sudoku-cell <box>1324 1763 1352 1794</box>
contact-title: ପାଠକ ଶ୍ରେଷ୍ଠ ବିଚାରକ ସ୍ତମ୍ଭ ପାଇଁ ପତ୍ର ପଠାଇବାର ଠିକଣା: <box>1204 1411 1468 1441</box>
sudoku-cell <box>1238 1763 1266 1794</box>
sudoku-answer-cell: 4 <box>1431 2132 1449 2147</box>
sudoku-cell: 5 <box>1381 1886 1409 1918</box>
sudoku-answer-cell: 5 <box>1394 2102 1412 2117</box>
sudoku-cell <box>1409 1763 1437 1794</box>
quote-attribution: –ଶ୍ରୀମା <box>920 49 962 64</box>
years25-item: • ସ୍ୱେଚ୍ଛାସେବୀ ସଂଗଠନ ଓ ମାନବାଧିକାର କର୍ମୀଙ୍କ ଦାବି <box>4 1665 285 1680</box>
letter-title: ଆଇନ ପ୍ରକ୍ରିୟାରେ ସଂସ୍କାର ଲୋଡ଼ା <box>1194 864 1478 920</box>
sudoku-answer-cell: 9 <box>1375 2041 1393 2056</box>
envelope-icon <box>1188 14 1232 46</box>
main-headline: ଏନ୍‌ୟୁଏଚ୍‌ଏମ୍ ଭେଳିକି <box>475 93 1015 170</box>
